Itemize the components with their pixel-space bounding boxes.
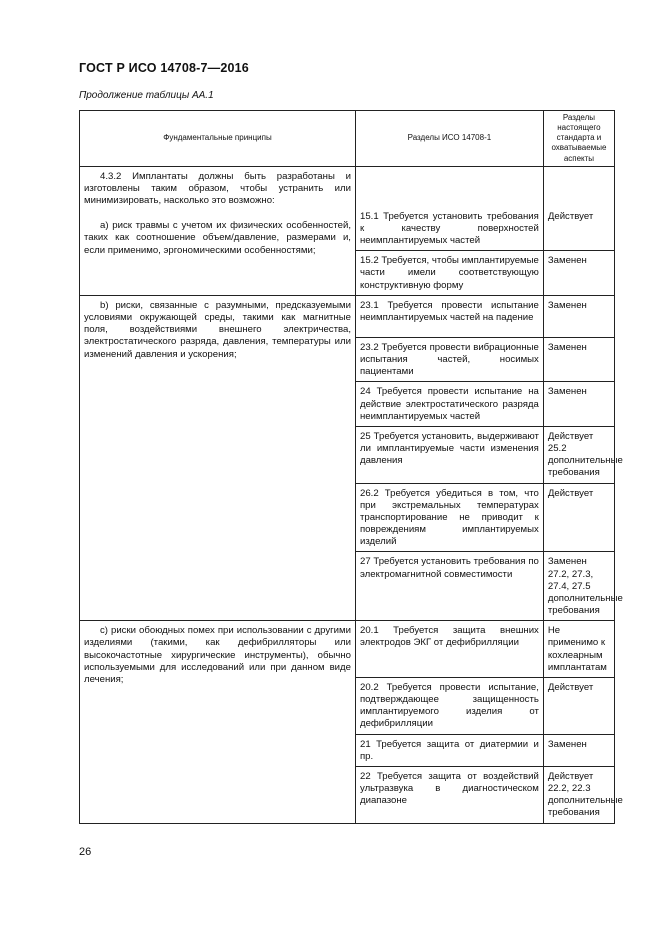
aspect-cell: Действует — [543, 483, 614, 552]
table-row — [80, 295, 615, 337]
document-header: ГОСТ Р ИСО 14708-7—2016 — [79, 61, 249, 75]
iso-section-cell: 24 Требуется провести испытание на действие электростатического разряда неимплантируемых частей — [355, 382, 543, 427]
table-header-row — [80, 111, 615, 167]
table-continuation-caption: Продолжение таблицы АА.1 — [79, 90, 214, 101]
iso-section-cell: 21 Требуется защита от диатермии и пр. — [355, 734, 543, 766]
iso-section-cell: 23.2 Требуется провести вибрационные испытания частей, носимых пациентами — [355, 337, 543, 382]
principle-cell-a — [80, 166, 356, 295]
principle-cell-c — [80, 621, 356, 823]
aspect-cell: Действует — [543, 677, 614, 734]
table-row — [80, 166, 615, 251]
principle-cell-b — [80, 295, 356, 620]
iso-section-cell: 15.1 Требуется установить требования к качеству поверхностей неимплантируемых частей — [355, 166, 543, 251]
principles-table — [79, 110, 623, 824]
column-header-iso-sections: Разделы ИСО 14708-1 — [355, 111, 543, 167]
table-row — [80, 621, 615, 678]
principle-b: b) риски, связанные с разумными, предсказуемыми условиями окружающей среды, такими как магнитные поля, воздействиями внешнего электричества, электростатического разряда, давления, температуры или изменений давления и ускорения; — [84, 299, 351, 360]
column-header-aspects: Разделы настоящего стандарта и охватываемые аспекты — [543, 111, 614, 167]
aspect-cell: Действует 25.2 дополнительные требования — [543, 426, 614, 483]
aspect-cell: Действует 22.2, 22.3 дополнительные требования — [543, 766, 614, 823]
iso-section-cell: 23.1 Требуется провести испытание неимплантируемых частей на падение — [355, 295, 543, 337]
iso-section-cell: 20.1 Требуется защита внешних электродов ЭКГ от дефибрилляции — [355, 621, 543, 678]
aspect-cell: Не применимо к кохлеарным имплантатам — [543, 621, 614, 678]
aspect-cell: Заменен — [543, 337, 614, 382]
iso-section-cell: 27 Требуется установить требования по электромагнитной совместимости — [355, 552, 543, 621]
column-header-principles: Фундаментальные принципы — [80, 111, 356, 167]
aspect-cell: Действует — [543, 166, 614, 251]
aspect-cell: Заменен — [543, 295, 614, 337]
principle-c: с) риски обоюдных помех при использовании с другими изделиями (такими, как дефибрилляторы или высокочастотные хирургические инструменты), обычно используемыми для исследований или при данном виде лечения; — [84, 625, 351, 685]
page-number: 26 — [79, 846, 92, 858]
aspect-cell: Заменен 27.2, 27.3, 27.4, 27.5 дополнительные требования — [543, 552, 614, 621]
principle-a: а) риск травмы с учетом их физических особенностей, таких как соотношение объем/давление, размерами и, если применимо, эргономическими особенностями; — [84, 220, 351, 256]
aspect-cell: Заменен — [543, 734, 614, 766]
principle-intro: 4.3.2 Имплантаты должны быть разработаны и изготовлены таким образом, чтобы устранить или минимизировать, насколько это возможно: — [84, 170, 351, 207]
iso-section-cell: 22 Требуется защита от воздействий ультразвука в диагностическом диапазоне — [355, 766, 543, 823]
iso-section-cell: 26.2 Требуется убедиться в том, что при экстремальных температурах транспортирование не приводит к повреждениям имплантируемых изделий — [355, 483, 543, 552]
aspect-cell: Заменен — [543, 251, 614, 296]
aspect-cell: Заменен — [543, 382, 614, 427]
iso-section-cell: 25 Требуется установить, выдерживают ли имплантируемые части изменения давления — [355, 426, 543, 483]
iso-section-cell: 20.2 Требуется провести испытание, подтверждающее защищенность имплантируемого изделия от дефибрилляции — [355, 677, 543, 734]
iso-section-cell: 15.2 Требуется, чтобы имплантируемые части имели соответствующую конструктивную форму — [355, 251, 543, 296]
